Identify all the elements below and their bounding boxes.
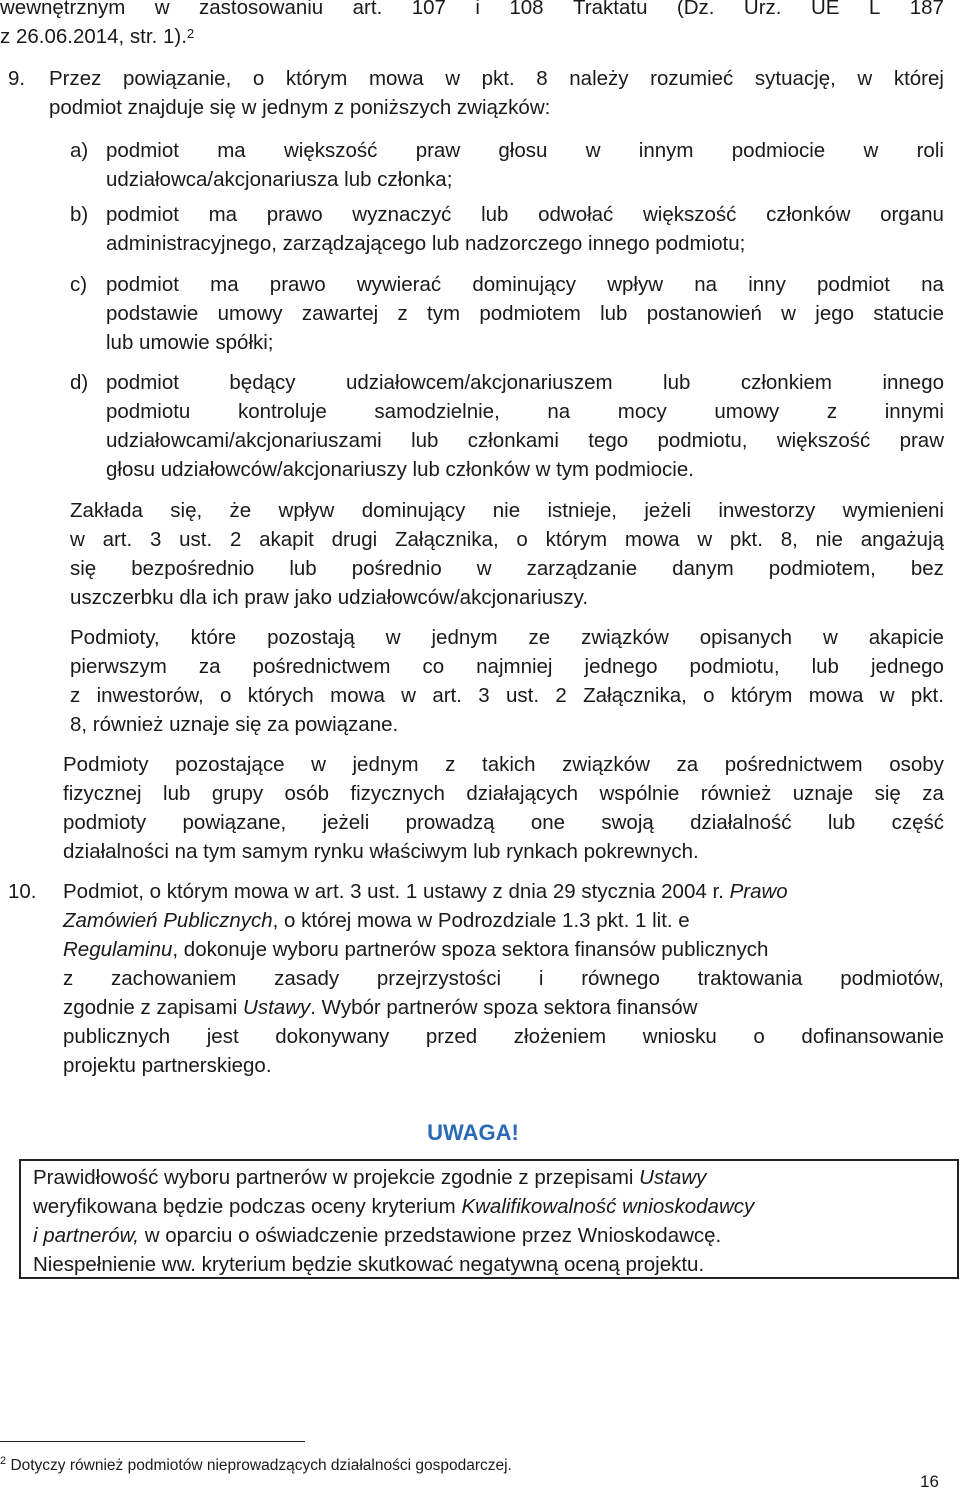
item-d-line-4: głosu udziałowców/akcjonariuszy lub członków w tym podmiocie.: [106, 458, 694, 481]
point-10-number: 10.: [8, 880, 37, 903]
point-10-line-7: projektu partnerskiego.: [63, 1054, 272, 1077]
page-number: 16: [920, 1472, 939, 1491]
item-b-line-2: administracyjnego, zarządzającego lub nadzorczego innego podmiotu;: [106, 232, 746, 255]
item-c-line-2: podstawie umowy zawartej z tym podmiotem lub postanowień w jego statucie: [106, 302, 944, 325]
para2-line-1: Podmioty, które pozostają w jednym ze związków opisanych w akapicie: [70, 626, 944, 649]
point-10-line-6: publicznych jest dokonywany przed złożeniem wniosku o dofinansowanie: [63, 1025, 944, 1048]
top-line-1: wewnętrznym w zastosowaniu art. 107 i 108 Traktatu (Dz. Urz. UE L 187: [0, 0, 944, 19]
top-line-2: z 26.06.2014, str. 1).$^2$: [0, 25, 195, 48]
uwaga-line-4: Niespełnienie ww. kryterium będzie skutkować negatywną oceną projektu.: [33, 1253, 705, 1276]
point-9-number: 9.: [8, 67, 26, 90]
item-d-line-2: podmiotu kontroluje samodzielnie, na mocy umowy z innymi: [106, 400, 944, 423]
point-9-line-2: podmiot znajduje się w jednym z poniższych związków:: [49, 96, 551, 119]
item-a-line-2: udziałowca/akcjonariusza lub członka;: [106, 168, 453, 191]
item-c-line-1: podmiot ma prawo wywierać dominujący wpływ na inny podmiot na: [106, 273, 944, 296]
point-10-line-5: zgodnie z zapisami Ustawy. Wybór partnerów spoza sektora finansów: [63, 996, 698, 1019]
para2-line-4: 8, również uznaje się za powiązane.: [70, 713, 399, 736]
para3-line-4: działalności na tym samym rynku właściwym lub rynkach pokrewnych.: [63, 840, 699, 863]
item-d-line-1: podmiot będący udziałowcem/akcjonariuszem lub członkiem innego: [106, 371, 944, 394]
item-d-label: d): [70, 371, 89, 394]
para1-line-3: się bezpośrednio lub pośrednio w zarządzanie danym podmiotem, bez: [70, 557, 944, 580]
para3-line-1: Podmioty pozostające w jednym z takich związków za pośrednictwem osoby: [63, 753, 944, 776]
para1-line-2: w art. 3 ust. 2 akapit drugi Załącznika, o którym mowa w pkt. 8, nie angażują: [70, 528, 944, 551]
uwaga-line-3: i partnerów, w oparciu o oświadczenie przedstawione przez Wnioskodawcę.: [33, 1224, 722, 1247]
point-10-line-4: z zachowaniem zasady przejrzystości i równego traktowania podmiotów,: [63, 967, 944, 990]
point-10-line-1: Podmiot, o którym mowa w art. 3 ust. 1 ustawy z dnia 29 stycznia 2004 r. Prawo: [63, 880, 788, 903]
footnote: $^2$ Dotyczy również podmiotów nieprowadzących działalności gospodarczej.: [0, 1455, 512, 1474]
uwaga-line-2: weryfikowana będzie podczas oceny kryterium Kwalifikowalność wnioskodawcy: [33, 1195, 755, 1218]
footnote-separator: [0, 1441, 305, 1442]
para2-line-2: pierwszym za pośrednictwem co najmniej jednego podmiotu, lub jednego: [70, 655, 944, 678]
footnote-number: 2: [0, 1455, 7, 1467]
para2-line-3: z inwestorów, o których mowa w art. 3 ust. 2 Załącznika, o którym mowa w pkt.: [70, 684, 944, 707]
item-b-line-1: podmiot ma prawo wyznaczyć lub odwołać większość członków organu: [106, 203, 944, 226]
item-c-label: c): [70, 273, 88, 296]
item-d-line-3: udziałowcami/akcjonariuszami lub członkami tego podmiotu, większość praw: [106, 429, 944, 452]
point-10-line-3: Regulaminu, dokonuje wyboru partnerów spoza sektora finansów publicznych: [63, 938, 769, 961]
item-b-label: b): [70, 203, 89, 226]
para1-line-1: Zakłada się, że wpływ dominujący nie istnieje, jeżeli inwestorzy wymienieni: [70, 499, 944, 522]
item-c-line-3: lub umowie spółki;: [106, 331, 274, 354]
item-a-line-1: podmiot ma większość praw głosu w innym podmiocie w roli: [106, 139, 944, 162]
uwaga-title: UWAGA!: [427, 1120, 519, 1145]
para1-line-4: uszczerbku dla ich praw jako udziałowców/akcjonariuszy.: [70, 586, 589, 609]
item-a-label: a): [70, 139, 89, 162]
para3-line-2: fizycznej lub grupy osób fizycznych działających wspólnie również uznaje się za: [63, 782, 944, 805]
point-10-line-2: Zamówień Publicznych, o której mowa w Podrozdziale 1.3 pkt. 1 lit. e: [63, 909, 690, 932]
uwaga-line-1: Prawidłowość wyboru partnerów w projekcie zgodnie z przepisami Ustawy: [33, 1166, 707, 1189]
para3-line-3: podmioty powiązane, jeżeli prowadzą one swoją działalność lub część: [63, 811, 944, 834]
point-9-line-1: Przez powiązanie, o którym mowa w pkt. 8 należy rozumieć sytuację, w której: [49, 67, 944, 90]
footnote-ref: 2: [186, 26, 195, 41]
